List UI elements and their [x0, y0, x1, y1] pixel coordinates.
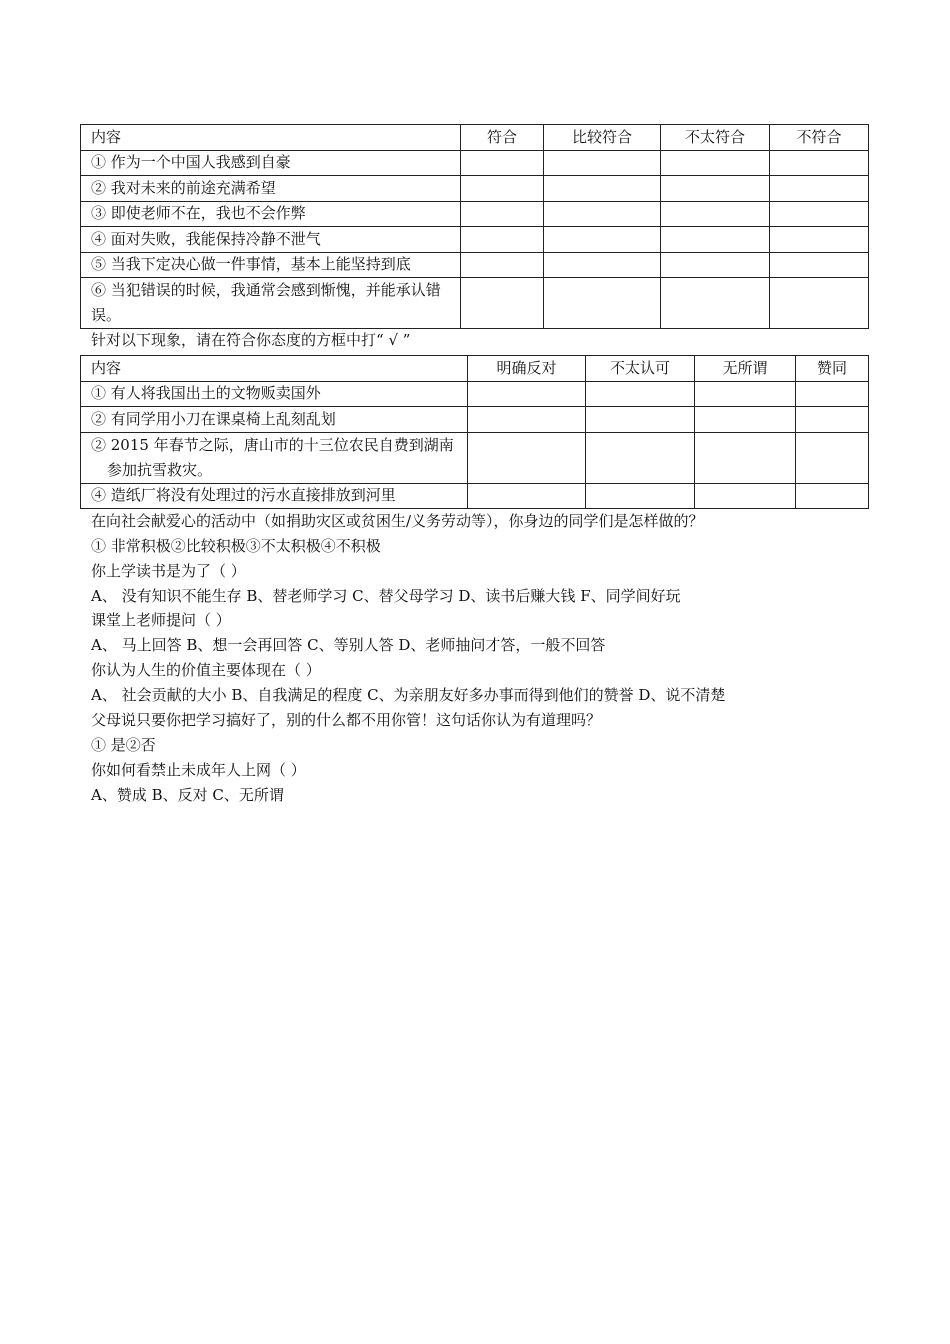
checkbox-cell[interactable] [461, 278, 544, 329]
row-statement: ② 有同学用小刀在课桌椅上乱刻乱划 [81, 407, 468, 433]
row-statement: ① 作为一个中国人我感到自豪 [81, 150, 461, 176]
checkbox-cell[interactable] [661, 227, 770, 253]
checkbox-cell[interactable] [544, 278, 661, 329]
self-assessment-table [80, 124, 869, 329]
checkbox-cell[interactable] [695, 381, 796, 407]
checkbox-cell[interactable] [695, 483, 796, 509]
checkbox-cell[interactable] [544, 201, 661, 227]
header-content: 内容 [81, 356, 468, 382]
options-charity: ① 非常积极②比较积极③不太积极④不积极 [91, 537, 381, 555]
checkbox-cell[interactable] [661, 252, 770, 278]
options-internet-ban: A、赞成 B、反对 C、无所谓 [91, 786, 284, 804]
options-parents: ① 是②否 [91, 736, 156, 754]
checkbox-cell[interactable] [468, 381, 586, 407]
checkbox-cell[interactable] [586, 483, 695, 509]
table-row [81, 227, 869, 253]
table-header-row [81, 356, 869, 382]
checkbox-cell[interactable] [770, 176, 869, 202]
header-agree: 符合 [461, 125, 544, 151]
checkbox-cell[interactable] [544, 252, 661, 278]
checkbox-cell[interactable] [770, 150, 869, 176]
header-indifferent: 无所谓 [695, 356, 796, 382]
row-statement: ⑥ 当犯错误的时候，我通常会感到惭愧，并能承认错误。 [81, 278, 461, 329]
table-row [81, 252, 869, 278]
table-row [81, 278, 869, 329]
header-not-quite: 不太符合 [661, 125, 770, 151]
table-row [81, 381, 869, 407]
question-charity: 在向社会献爱心的活动中（如捐助灾区或贫困生/义务劳动等），你身边的同学们是怎样做的？ [91, 512, 704, 530]
checkbox-cell[interactable] [468, 432, 586, 483]
checkbox-cell[interactable] [461, 201, 544, 227]
checkbox-cell[interactable] [586, 381, 695, 407]
header-not-approve: 不太认可 [586, 356, 695, 382]
checkbox-cell[interactable] [461, 150, 544, 176]
row-statement: ④ 面对失败，我能保持冷静不泄气 [81, 227, 461, 253]
options-class-answer: A、 马上回答 B、想一会再回答 C、等别人答 D、老师抽问才答，一般不回答 [91, 636, 606, 654]
row-statement: ③ 即使老师不在，我也不会作弊 [81, 201, 461, 227]
row-statement: ⑤ 当我下定决心做一件事情，基本上能坚持到底 [81, 252, 461, 278]
table-row [81, 176, 869, 202]
checkbox-cell[interactable] [461, 252, 544, 278]
checkbox-cell[interactable] [544, 176, 661, 202]
checkbox-cell[interactable] [586, 432, 695, 483]
checkbox-cell[interactable] [770, 201, 869, 227]
attitude-table [80, 355, 869, 509]
header-somewhat-agree: 比较符合 [544, 125, 661, 151]
instruction-text: 针对以下现象，请在符合你态度的方框中打“ √ ” [91, 331, 411, 349]
checkbox-cell[interactable] [661, 176, 770, 202]
checkbox-cell[interactable] [468, 407, 586, 433]
table-header-row [81, 125, 869, 151]
checkbox-cell[interactable] [695, 407, 796, 433]
checkbox-cell[interactable] [544, 150, 661, 176]
table-row [81, 150, 869, 176]
checkbox-cell[interactable] [796, 381, 869, 407]
table-row [81, 201, 869, 227]
question-study-purpose: 你上学读书是为了（ ） [91, 562, 246, 580]
options-study-purpose: A、 没有知识不能生存 B、替老师学习 C、替父母学习 D、读书后赚大钱 F、同学间好玩 [91, 587, 681, 605]
checkbox-cell[interactable] [695, 432, 796, 483]
question-class-answer: 课堂上老师提问（ ） [91, 611, 231, 629]
checkbox-cell[interactable] [796, 483, 869, 509]
table-row [81, 407, 869, 433]
header-disagree: 不符合 [770, 125, 869, 151]
options-life-value: A、 社会贡献的大小 B、自我满足的程度 C、为亲朋友好多办事而得到他们的赞誉 D、说不清楚 [91, 686, 726, 704]
checkbox-cell[interactable] [468, 483, 586, 509]
question-life-value: 你认为人生的价值主要体现在（ ） [91, 661, 321, 679]
checkbox-cell[interactable] [544, 227, 661, 253]
checkbox-cell[interactable] [461, 176, 544, 202]
checkbox-cell[interactable] [770, 227, 869, 253]
table-row [81, 483, 869, 509]
checkbox-cell[interactable] [796, 407, 869, 433]
checkbox-cell[interactable] [661, 150, 770, 176]
row-statement: ① 有人将我国出土的文物贩卖国外 [81, 381, 468, 407]
question-parents: 父母说只要你把学习搞好了，别的什么都不用你管！这句话你认为有道理吗？ [91, 711, 602, 729]
checkbox-cell[interactable] [661, 278, 770, 329]
checkbox-cell[interactable] [796, 432, 869, 483]
checkbox-cell[interactable] [586, 407, 695, 433]
table-row [81, 432, 869, 483]
row-statement: ④ 造纸厂将没有处理过的污水直接排放到河里 [81, 483, 468, 509]
header-content: 内容 [81, 125, 461, 151]
checkbox-cell[interactable] [770, 278, 869, 329]
row-statement: ② 2015 年春节之际，唐山市的十三位农民自费到湖南参加抗雪救灾。 [81, 432, 468, 483]
header-strongly-oppose: 明确反对 [468, 356, 586, 382]
question-internet-ban: 你如何看禁止未成年人上网（ ） [91, 761, 306, 779]
checkbox-cell[interactable] [461, 227, 544, 253]
checkbox-cell[interactable] [661, 201, 770, 227]
row-statement: ② 我对未来的前途充满希望 [81, 176, 461, 202]
checkbox-cell[interactable] [770, 252, 869, 278]
header-approve: 赞同 [796, 356, 869, 382]
